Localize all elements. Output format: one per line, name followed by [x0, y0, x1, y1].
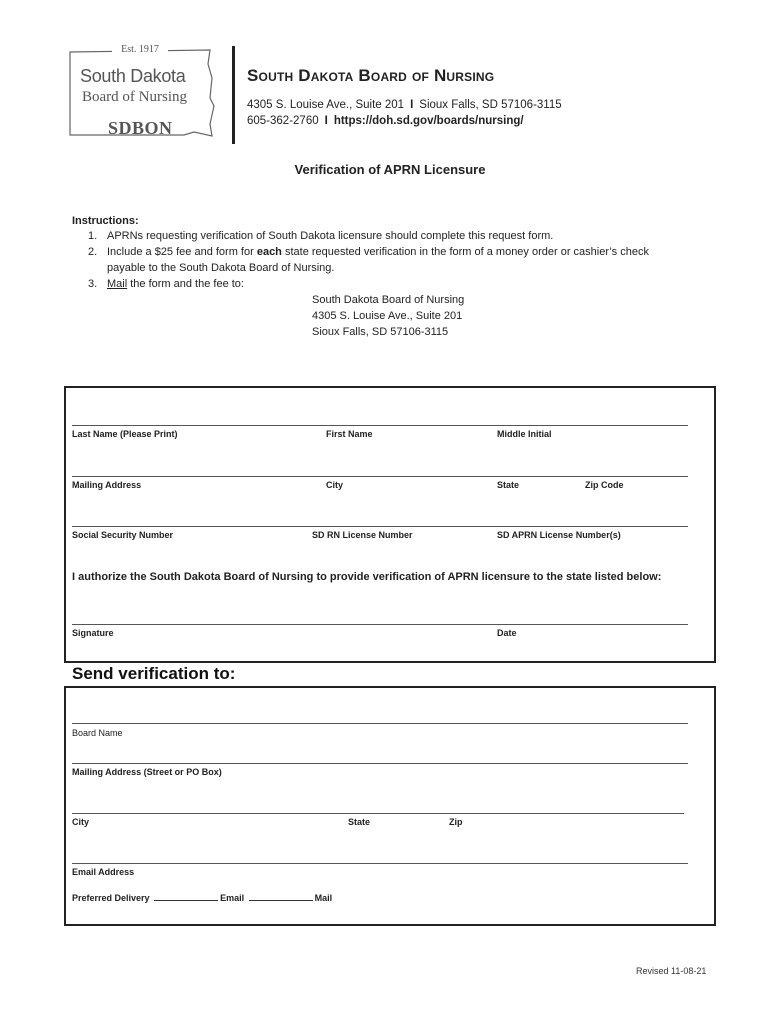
org-name: South Dakota Board of Nursing [247, 66, 495, 85]
city-label: City [326, 480, 344, 490]
zip-label: Zip Code [585, 480, 624, 490]
org-address-line [247, 99, 562, 111]
send-zip-label: Zip [449, 817, 463, 827]
instruction-num: 1. [88, 230, 98, 242]
mail-option-label: Mail [314, 893, 333, 903]
state-label: State [497, 480, 520, 490]
sd-rn-label: SD RN License Number [312, 530, 413, 540]
license-line[interactable] [72, 526, 688, 527]
email-line[interactable] [72, 863, 688, 864]
email-option-blank[interactable] [154, 892, 218, 901]
logo-line3: SDBON [108, 118, 173, 138]
header-divider [232, 46, 235, 144]
sdbon-logo [64, 44, 216, 144]
instruction-num: 3. [88, 278, 98, 290]
org-phone: 605-362-2760 [247, 115, 319, 127]
logo-est: Est. 1917 [112, 44, 168, 55]
send-city-line[interactable] [72, 813, 684, 814]
send-address-line[interactable] [72, 763, 688, 764]
email-address-label: Email Address [72, 867, 135, 877]
logo-line2: Board of Nursing [82, 89, 187, 105]
separator: I [324, 115, 328, 127]
send-mailing-address-label: Mailing Address (Street or PO Box) [72, 767, 222, 777]
sd-aprn-label: SD APRN License Number(s) [497, 530, 621, 540]
send-state-label: State [348, 817, 371, 827]
mail-to-line: South Dakota Board of Nursing [312, 294, 465, 306]
instruction-text-cont: payable to the South Dakota Board of Nursing. [107, 262, 335, 274]
instruction-text: Mail the form and the fee to: [107, 278, 244, 290]
board-name-label: Board Name [72, 728, 123, 738]
instruction-text: APRNs requesting verification of South Dakota licensure should complete this request form. [107, 230, 554, 242]
mail-option-blank[interactable] [249, 892, 313, 901]
send-city-label: City [72, 817, 90, 827]
logo-line1: South Dakota [80, 66, 186, 86]
date-label: Date [497, 628, 517, 638]
authorization-text: I authorize the South Dakota Board of Nursing to provide verification of APRN licensure to the state listed below: [72, 571, 662, 583]
instruction-num: 2. [88, 246, 98, 258]
org-address: 4305 S. Louise Ave., Suite 201 [247, 99, 405, 111]
instruction-text: Include a $25 fee and form for each state requested verification in the form of a money order or cashier’s check [107, 246, 649, 258]
middle-initial-label: Middle Initial [497, 429, 552, 439]
org-city: Sioux Falls, SD 57106-3115 [419, 99, 562, 111]
last-name-label: Last Name (Please Print) [72, 429, 178, 439]
send-to-form-box [64, 686, 716, 926]
mailing-address-label: Mailing Address [72, 480, 142, 490]
send-verification-title: Send verification to: [72, 664, 236, 683]
org-contact-line [247, 115, 524, 127]
address-line[interactable] [72, 476, 688, 477]
signature-label: Signature [72, 628, 114, 638]
board-name-line[interactable] [72, 723, 688, 724]
ssn-label: Social Security Number [72, 530, 174, 540]
instructions-heading: Instructions: [72, 215, 139, 227]
mail-to-line: Sioux Falls, SD 57106-3115 [312, 326, 449, 338]
first-name-label: First Name [326, 429, 373, 439]
separator: I [410, 99, 414, 111]
name-line[interactable] [72, 425, 688, 426]
page-title: Verification of APRN Licensure [294, 162, 486, 177]
revised-date: Revised 11-08-21 [636, 966, 707, 976]
email-option-label: Email [220, 893, 245, 903]
signature-line[interactable] [72, 624, 688, 625]
applicant-form-box [64, 386, 716, 663]
preferred-delivery-label: Preferred Delivery [72, 893, 150, 903]
mail-to-line: 4305 S. Louise Ave., Suite 201 [312, 310, 463, 322]
preferred-delivery-row [72, 892, 332, 903]
org-url[interactable]: https://doh.sd.gov/boards/nursing/ [333, 115, 524, 127]
